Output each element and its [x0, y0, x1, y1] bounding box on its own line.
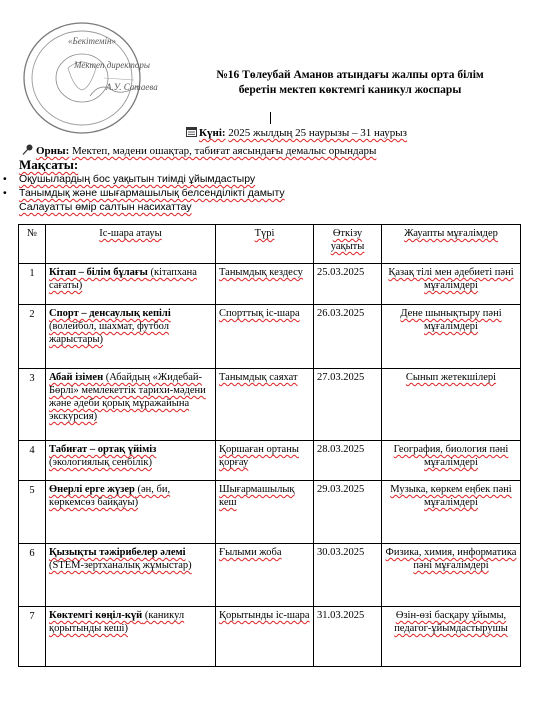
header-responsible: Жауапты мұғалімдер — [382, 225, 521, 264]
stamp-line-3: А.У. Сатаева — [106, 82, 158, 92]
row-number: 2 — [19, 305, 46, 369]
event-desc: (ән, би, көркемсөз байқауы) — [49, 484, 171, 508]
table-header-row — [19, 225, 521, 264]
event-desc: (STEM-зертханалық жұмыстар) — [49, 560, 192, 571]
event-desc: (волейбол, шахмат, футбол жарыстары) — [49, 321, 170, 345]
header-number: № — [19, 225, 46, 264]
responsible-teachers: Физика, химия, информатика пәні мұғалімдері — [382, 544, 521, 607]
event-cell — [46, 607, 216, 667]
event-date: 31.03.2025 — [314, 607, 382, 667]
event-date: 29.03.2025 — [314, 481, 382, 544]
goal-text: Оқушылардың бос уақытын тиімді ұйымдастыру — [19, 173, 256, 185]
event-type: Спорттық іс-шара — [216, 305, 314, 369]
event-title: Қызықты тәжірибелер әлемі — [49, 547, 186, 558]
event-desc: (Абайдың «Жидебай-Бөрлі» мемлекеттік тарихи-мәдени және әдеби қорық мұражайына экскурсия) — [49, 372, 206, 422]
goals-heading: Мақсаты: — [19, 157, 79, 172]
event-cell — [46, 544, 216, 607]
event-desc: (кітапхана сағаты) — [49, 267, 197, 291]
date-line — [186, 126, 407, 140]
event-type: Танымдық саяхат — [216, 369, 314, 441]
goal-text: Танымдық және шығармашылық белсенділікті дамыту — [19, 187, 285, 199]
bullet: • — [3, 173, 7, 185]
event-date: 30.03.2025 — [314, 544, 382, 607]
event-cell — [46, 441, 216, 481]
event-cell — [46, 264, 216, 305]
stamp-line-1: «Бекітемін» — [68, 36, 116, 46]
table-row — [19, 264, 521, 305]
table-row — [19, 441, 521, 481]
event-title: Табиғат – ортақ үйіміз — [49, 444, 157, 455]
row-number: 4 — [19, 441, 46, 481]
stamp-line-2: Мектеп директоры — [74, 60, 150, 70]
goal-item — [0, 186, 285, 200]
event-desc: (каникул қорытынды кеші) — [49, 610, 185, 634]
event-desc: (экологиялық сенбілік) — [49, 457, 153, 468]
responsible-teachers: География, биология пәні мұғалімдері — [382, 441, 521, 481]
header-event: Іс-шара атауы — [46, 225, 216, 264]
responsible-teachers: Қазақ тілі мен әдебиеті пәні мұғалімдері — [382, 264, 521, 305]
row-number: 3 — [19, 369, 46, 441]
date-label: Күні: — [199, 127, 226, 139]
title-line-2: беретін мектеп көктемгі каникул жоспары — [238, 84, 462, 96]
row-number: 1 — [19, 264, 46, 305]
table-row — [19, 481, 521, 544]
place-label: Орны: — [36, 145, 70, 157]
row-number: 7 — [19, 607, 46, 667]
title-line-1: №16 Төлеубай Аманов атындағы жалпы орта білім — [216, 69, 484, 81]
event-cell — [46, 305, 216, 369]
header-type: Түрі — [216, 225, 314, 264]
event-type: Ғылыми жоба — [216, 544, 314, 607]
event-type: Шығармашылық кеш — [216, 481, 314, 544]
event-title: Өнерлі ерге жүзер — [49, 484, 135, 495]
plan-table — [18, 224, 521, 667]
event-type: Қоршаған ортаны қорғау — [216, 441, 314, 481]
calendar-icon — [186, 127, 197, 137]
table-row — [19, 544, 521, 607]
event-date: 28.03.2025 — [314, 441, 382, 481]
goal-item — [0, 200, 285, 214]
event-date: 25.03.2025 — [314, 264, 382, 305]
event-cell — [46, 369, 216, 441]
pin-icon — [22, 144, 34, 155]
event-title: Кітап – білім бұлағы — [49, 267, 148, 278]
goals-list — [0, 172, 285, 214]
table-row — [19, 305, 521, 369]
date-value: 2025 жылдың 25 наурызы – 31 наурыз — [228, 127, 407, 139]
approval-stamp — [20, 18, 170, 138]
responsible-teachers: Өзін-өзі басқару ұйымы, педагог-ұйымдастырушы — [382, 607, 521, 667]
place-value: Мектеп, мәдени ошақтар, табиғат аясындағы демалыс орындары — [72, 145, 377, 157]
event-date: 26.03.2025 — [314, 305, 382, 369]
responsible-teachers: Музыка, көркем еңбек пәні мұғалімдері — [382, 481, 521, 544]
place-line — [22, 144, 376, 158]
text-cursor — [270, 112, 271, 124]
event-date: 27.03.2025 — [314, 369, 382, 441]
goal-item — [0, 172, 285, 186]
table-row — [19, 607, 521, 667]
event-title: Абай ізімен — [49, 372, 104, 383]
responsible-teachers: Дене шынықтыру пәні мұғалімдері — [382, 305, 521, 369]
event-title: Спорт – денсаулық кепілі — [49, 308, 171, 319]
row-number: 6 — [19, 544, 46, 607]
bullet: • — [3, 187, 7, 199]
document-title — [200, 68, 500, 98]
responsible-teachers: Сынып жетекшілері — [382, 369, 521, 441]
event-cell — [46, 481, 216, 544]
event-type: Танымдық кездесу — [216, 264, 314, 305]
event-type: Қорытынды іс-шара — [216, 607, 314, 667]
header-date: Өткізу уақыты — [314, 225, 382, 264]
goal-text: Салауатты өмір салтын насихаттау — [19, 201, 192, 213]
table-row — [19, 369, 521, 441]
row-number: 5 — [19, 481, 46, 544]
event-title: Көктемгі көңіл-күй — [49, 610, 143, 621]
